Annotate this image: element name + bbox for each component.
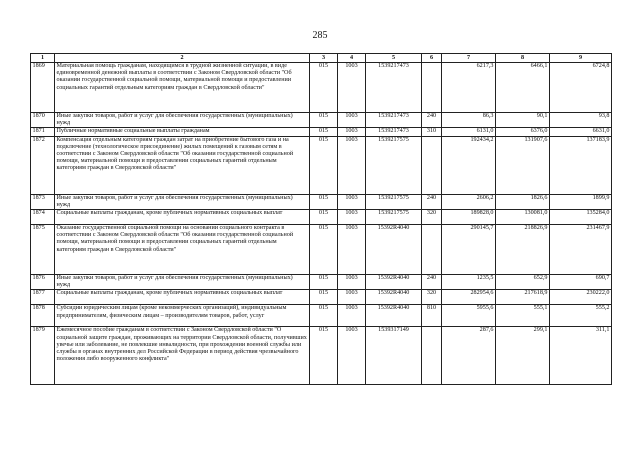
column-header: 4: [338, 54, 366, 63]
column-header: 9: [550, 54, 612, 63]
amount-year-1: 290145,7: [442, 225, 496, 275]
code-expense-type: 810: [422, 305, 442, 327]
code-target: 15392R4040: [366, 305, 422, 327]
row-description: Публичные нормативные социальные выплаты гражданам: [55, 128, 310, 136]
column-header: 8: [496, 54, 550, 63]
code-target: 1539217575: [366, 194, 422, 209]
amount-year-3: 6631,0: [550, 128, 612, 136]
code-section: 1003: [338, 305, 366, 327]
code-expense-type: 320: [422, 290, 442, 305]
table-row: [31, 210, 612, 225]
code-expense-type: [422, 225, 442, 275]
table-row: [31, 194, 612, 209]
row-number: 1875: [31, 225, 55, 275]
amount-year-3: 6724,8: [550, 63, 612, 113]
code-target: 1539217575: [366, 136, 422, 194]
code-ministry: 015: [310, 305, 338, 327]
table-row: [31, 113, 612, 128]
column-header: 5: [366, 54, 422, 63]
amount-year-2: 218826,9: [496, 225, 550, 275]
code-section: 1003: [338, 128, 366, 136]
row-number: 1876: [31, 275, 55, 290]
row-description: Оказание государственной социальной помощи на основании социального контракта в соответствии с Законом Свердловской области "Об оказании государственной социальной помощи, материальной помощи и предоставлении социальных гарантий отдельным категориям граждан в Свердловской области": [55, 225, 310, 275]
amount-year-1: 2606,2: [442, 194, 496, 209]
amount-year-1: 282954,6: [442, 290, 496, 305]
table-row: [31, 225, 612, 275]
column-header: 2: [55, 54, 310, 63]
code-expense-type: 320: [422, 210, 442, 225]
code-target: 15392R4040: [366, 275, 422, 290]
code-section: 1003: [338, 194, 366, 209]
row-number: 1878: [31, 305, 55, 327]
code-section: 1003: [338, 225, 366, 275]
column-header: 7: [442, 54, 496, 63]
code-section: 1003: [338, 210, 366, 225]
code-section: 1003: [338, 136, 366, 194]
code-expense-type: 240: [422, 275, 442, 290]
code-ministry: 015: [310, 327, 338, 385]
code-target: 1539217575: [366, 210, 422, 225]
row-description: Иные закупки товаров, работ и услуг для обеспечения государственных (муниципальных) нужд: [55, 194, 310, 209]
amount-year-1: 287,6: [442, 327, 496, 385]
code-section: 1003: [338, 113, 366, 128]
code-target: 1539217473: [366, 128, 422, 136]
amount-year-1: 86,3: [442, 113, 496, 128]
row-number: 1873: [31, 194, 55, 209]
table-row: [31, 290, 612, 305]
amount-year-3: 311,1: [550, 327, 612, 385]
amount-year-3: 230222,0: [550, 290, 612, 305]
code-section: 1003: [338, 327, 366, 385]
page-number: 285: [312, 30, 328, 41]
amount-year-2: 131907,6: [496, 136, 550, 194]
row-number: 1874: [31, 210, 55, 225]
code-ministry: 015: [310, 63, 338, 113]
amount-year-2: 6466,1: [496, 63, 550, 113]
table-row: [31, 63, 612, 113]
code-expense-type: [422, 327, 442, 385]
code-target: 1539317149: [366, 327, 422, 385]
amount-year-2: 217618,9: [496, 290, 550, 305]
code-target: 15392R4040: [366, 290, 422, 305]
code-target: 1539217473: [366, 113, 422, 128]
code-ministry: 015: [310, 136, 338, 194]
code-section: 1003: [338, 290, 366, 305]
row-description: Иные закупки товаров, работ и услуг для обеспечения государственных (муниципальных) нужд: [55, 275, 310, 290]
amount-year-1: 1235,5: [442, 275, 496, 290]
amount-year-2: 130081,0: [496, 210, 550, 225]
code-ministry: 015: [310, 128, 338, 136]
row-number: 1872: [31, 136, 55, 194]
code-section: 1003: [338, 63, 366, 113]
code-target: 15392R4040: [366, 225, 422, 275]
row-number: 1879: [31, 327, 55, 385]
amount-year-1: 192434,2: [442, 136, 496, 194]
row-description: Субсидии юридическим лицам (кроме некоммерческих организаций), индивидуальным предпринимателям, физическим лицам – производителям товаров, работ, услуг: [55, 305, 310, 327]
row-description: Социальные выплаты гражданам, кроме публичных нормативных социальных выплат: [55, 210, 310, 225]
amount-year-2: 6376,0: [496, 128, 550, 136]
code-ministry: 015: [310, 194, 338, 209]
amount-year-3: 137183,9: [550, 136, 612, 194]
amount-year-2: 90,1: [496, 113, 550, 128]
table-row: [31, 327, 612, 385]
code-section: 1003: [338, 275, 366, 290]
row-number: 1870: [31, 113, 55, 128]
amount-year-3: 135284,0: [550, 210, 612, 225]
table-row: [31, 305, 612, 327]
code-ministry: 015: [310, 113, 338, 128]
column-header: 6: [422, 54, 442, 63]
row-number: 1869: [31, 63, 55, 113]
amount-year-3: 231467,9: [550, 225, 612, 275]
table-row: [31, 136, 612, 194]
amount-year-2: 555,1: [496, 305, 550, 327]
column-header: 3: [310, 54, 338, 63]
code-target: 1539217473: [366, 63, 422, 113]
amount-year-2: 1826,6: [496, 194, 550, 209]
code-ministry: 015: [310, 225, 338, 275]
row-description: Ежемесячное пособие гражданам в соответствии с Законом Свердловской области "О социальной защите граждан, проживающих на территории Свердловской области, получивших увечье или заболевание, не повлекшие инвалидности, при прохождении военной службы или службы в органах внутренних дел Российской Федерации в период действия чрезвычайного положения либо вооруженного конфликта": [55, 327, 310, 385]
amount-year-2: 652,9: [496, 275, 550, 290]
amount-year-1: 5955,6: [442, 305, 496, 327]
row-description: Компенсация отдельным категориям граждан затрат на приобретение бытового газа и на подключение (технологическое присоединение) жилых помещений к газовым сетям в соответствии с Законом Свердловской области "Об оказании государственной социальной помощи, материальной помощи и предоставлении социальных гарантий отдельным категориям граждан в Свердловской области": [55, 136, 310, 194]
code-expense-type: [422, 63, 442, 113]
code-expense-type: 240: [422, 113, 442, 128]
table-row: [31, 128, 612, 136]
budget-table: [30, 53, 612, 385]
row-description: Материальная помощь гражданам, находящимся в трудной жизненной ситуации, в виде единовременной денежной выплаты в соответствии с Законом Свердловской области "Об оказании государственной социальной помощи, материальной помощи и предоставлении социальных гарантий отдельным категориям граждан в Свердловской области": [55, 63, 310, 113]
code-expense-type: [422, 136, 442, 194]
code-ministry: 015: [310, 290, 338, 305]
amount-year-3: 1899,9: [550, 194, 612, 209]
table-row: [31, 275, 612, 290]
code-expense-type: 240: [422, 194, 442, 209]
row-number: 1877: [31, 290, 55, 305]
code-ministry: 015: [310, 210, 338, 225]
amount-year-1: 189828,0: [442, 210, 496, 225]
row-description: Социальные выплаты гражданам, кроме публичных нормативных социальных выплат: [55, 290, 310, 305]
amount-year-1: 6131,0: [442, 128, 496, 136]
amount-year-3: 690,7: [550, 275, 612, 290]
code-expense-type: 310: [422, 128, 442, 136]
amount-year-3: 555,2: [550, 305, 612, 327]
amount-year-1: 6217,3: [442, 63, 496, 113]
row-description: Иные закупки товаров, работ и услуг для обеспечения государственных (муниципальных) нужд: [55, 113, 310, 128]
amount-year-3: 93,8: [550, 113, 612, 128]
column-header: 1: [31, 54, 55, 63]
code-ministry: 015: [310, 275, 338, 290]
row-number: 1871: [31, 128, 55, 136]
amount-year-2: 299,1: [496, 327, 550, 385]
table-header-row: [31, 54, 612, 63]
